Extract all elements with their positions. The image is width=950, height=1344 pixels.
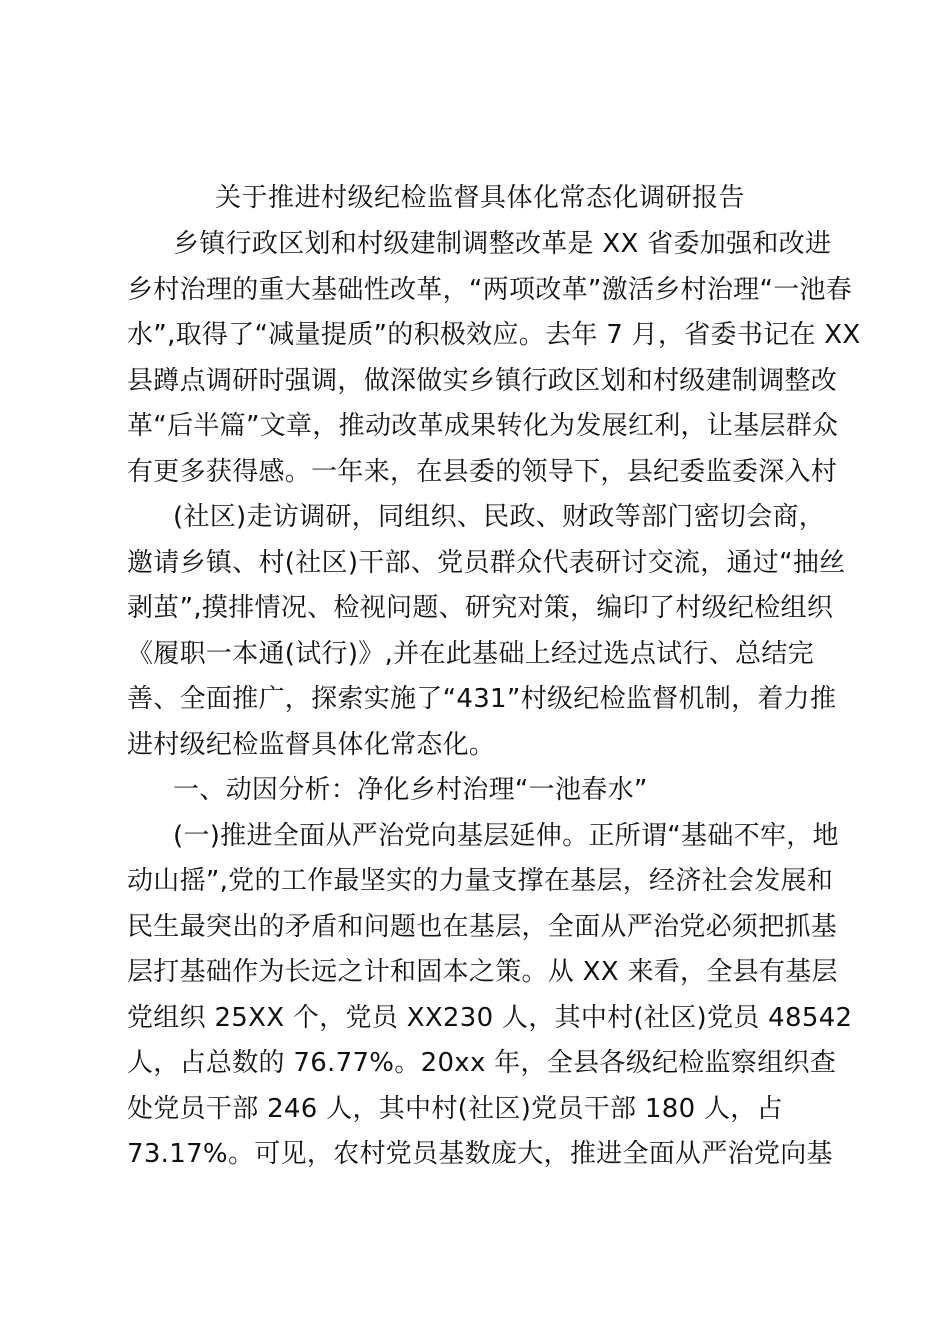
paragraph-line: (一)推进全面从严治党向基层延伸。正所谓“基础不牢，地 xyxy=(173,821,839,851)
paragraph-line: (社区)走访调研，同组织、民政、财政等部门密切会商， xyxy=(173,502,826,532)
section-heading: 一、动因分析：净化乡村治理“一池春水” xyxy=(173,775,648,805)
paragraph-line: 县蹲点调研时强调，做深做实乡镇行政区划和村级建制调整改 xyxy=(127,366,838,396)
paragraph-line: 进村级纪检监督具体化常态化。 xyxy=(127,730,496,760)
paragraph-line: 剥茧”,摸排情况、检视问题、研究对策，编印了村级纪检组织 xyxy=(127,593,834,623)
paragraph-line: 邀请乡镇、村(社区)干部、党员群众代表研讨交流，通过“抽丝 xyxy=(127,548,846,578)
paragraph-line: 党组织 25XX 个，党员 XX230 人，其中村(社区)党员 48542 xyxy=(127,1003,853,1033)
paragraph-line: 民生最突出的矛盾和问题也在基层，全面从严治党必须把抓基 xyxy=(127,912,838,942)
paragraph-line: 人，占总数的 76.77%。20xx 年，全县各级纪检监察组织查 xyxy=(127,1048,837,1078)
paragraph-line: 革“后半篇”文章，推动改革成果转化为发展红利，让基层群众 xyxy=(127,411,839,441)
paragraph-line: 有更多获得感。一年来，在县委的领导下，县纪委监委深入村 xyxy=(127,457,838,487)
paragraph-line: 水”,取得了“减量提质”的积极效应。去年 7 月，省委书记在 XX xyxy=(127,320,861,350)
paragraph-line: 层打基础作为长远之计和固本之策。从 XX 来看，全县有基层 xyxy=(127,957,838,987)
paragraph-line: 乡镇行政区划和村级建制调整改革是 XX 省委加强和改进 xyxy=(173,229,832,259)
paragraph-line: 动山摇”,党的工作最坚实的力量支撑在基层，经济社会发展和 xyxy=(127,866,834,896)
paragraph-line: 处党员干部 246 人，其中村(社区)党员干部 180 人，占 xyxy=(127,1094,783,1124)
paragraph-line: 善、全面推广，探索实施了“431”村级纪检监督机制，着力推 xyxy=(127,684,837,714)
paragraph-line: 《履职一本通(试行)》,并在此基础上经过选点试行、总结完 xyxy=(127,639,814,669)
paragraph-line: 乡村治理的重大基础性改革，“两项改革”激活乡村治理“一池春 xyxy=(127,275,853,305)
paragraph-line: 73.17%。可见，农村党员基数庞大，推进全面从严治党向基 xyxy=(127,1139,833,1169)
document-title: 关于推进村级纪检监督具体化常态化调研报告 xyxy=(214,183,745,213)
